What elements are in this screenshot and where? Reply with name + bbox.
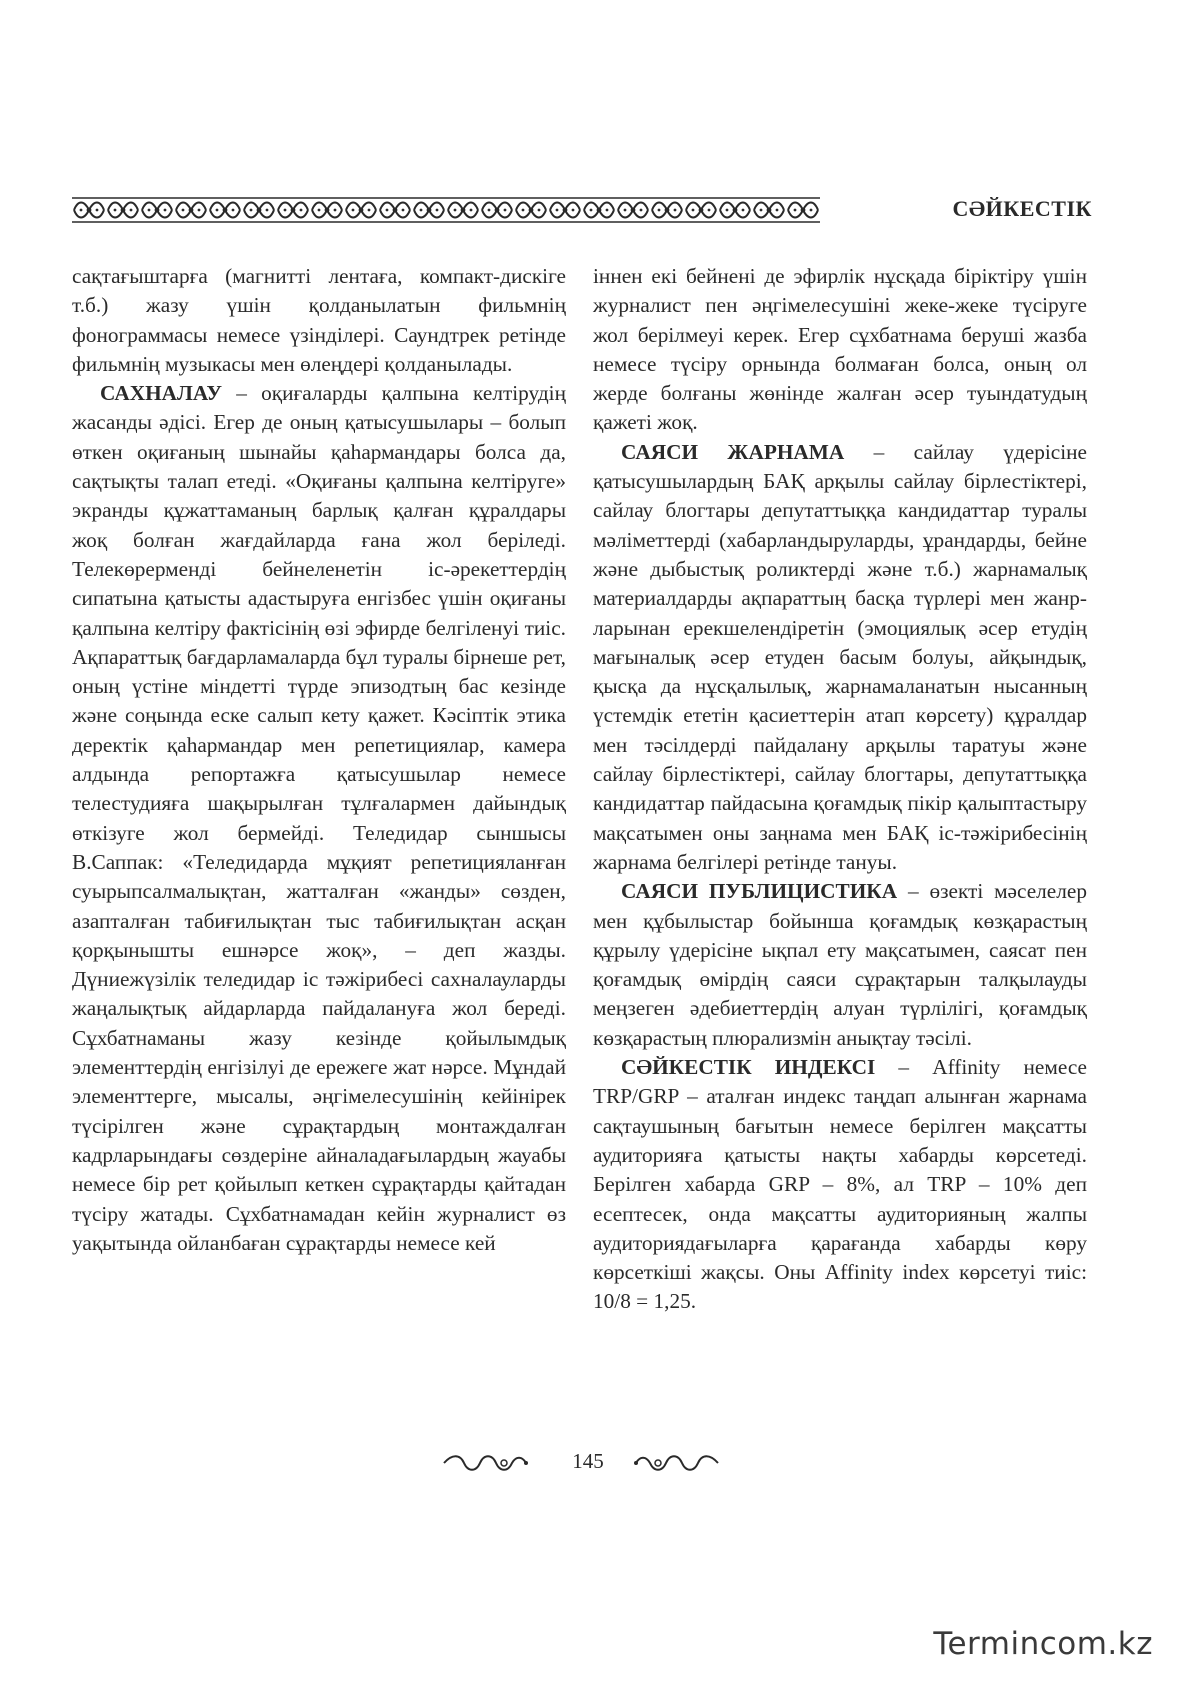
paragraph-text: сақтағыштарға (магнитті лентаға, компакт-дискіге т.б.) жазу үшін қолданылатын фильмнің фонограммасы немесе үзінділері. Саундтрек ретінде фильмнің музыкасы мен өлеңдері қолданылады. xyxy=(72,264,566,376)
paragraph xyxy=(593,877,1087,1053)
ornament-left-icon xyxy=(442,1452,528,1474)
paragraph-text: – Affinity немесе TRP/GRP – аталған индекс таңдап алынған жарнама сақтаушының бағытын немесе берілген мақсатты аудиторияға қатысты нақты хабарды көрсетеді. Берілген хабарда GRP – 8%, ал TRP – 10% деп есептесек, онда мақсатты аудиторияның жалпы аудиториядағыларға қарағанда хабарды көру көрсеткіші жақсы. Оны Affinity index көрсетуі тиіс: 10/8 = 1,25. xyxy=(593,1055,1087,1314)
ornament-right-icon xyxy=(634,1452,720,1474)
paragraph xyxy=(72,262,566,379)
paragraph xyxy=(72,379,566,1258)
ornament-border-icon xyxy=(72,196,820,224)
paragraph xyxy=(593,1053,1087,1317)
term-heading: САХНАЛАУ xyxy=(100,381,223,406)
page-header xyxy=(72,192,1092,230)
term-heading: САЯСИ ЖАРНАМА xyxy=(621,439,845,464)
site-watermark: Termincom.kz xyxy=(933,1626,1153,1662)
paragraph-text: – өзекті мәселелер мен құбылыстар бойынша қоғамдық көзқарастың құрылу үдерісіне ықпал ету мақсатымен, саясат пен қоғамдық өмірдің саяси сұрақтарын талқылауды меңзеген әдебиеттердің алуан түрлілігі, қоғамдық көзқарастың плюрализмін анықтау тәсілі. xyxy=(593,879,1087,1050)
term-heading: СӘЙКЕСТІК ИНДЕКСІ xyxy=(621,1055,876,1080)
paragraph xyxy=(593,262,1087,438)
paragraph-text: – сайлау үдерісіне қатысушылардың БАҚ арқылы сайлау бірлестіктері, сайлау блогтары депутаттыққа кандидаттар туралы мәліметтерді (хабарландыруларды, ұрандарды, бейне және дыбыстық роликтерді және т.б.) жарнамалық материалдарды ақпараттың басқа түрлері мен жанрларынан ерекшелендіретін (эмоциялық әсер етудің мағыналық әсер етуден басым болуы, айқындық, қысқа да нұсқалылық, жарнамаланатын нысанның үстемдік ететін қасиеттерін атап көрсету) құралдар мен тәсілдерді пайдалану арқылы таратуы және сайлау бірлестіктері, сайлау блогтары, депутаттыққа кандидаттар пайдасына қоғамдық пікір қалыптастыру мақсатымен оны заңнама мен БАҚ іс-тәжірибесінің жарнама белгілері ретінде тануы. xyxy=(593,439,1087,874)
term-heading: САЯСИ ПУБЛИЦИСТИКА xyxy=(621,879,898,904)
section-title: СӘЙКЕСТІК xyxy=(952,196,1092,221)
left-column xyxy=(72,262,566,1258)
paragraph-text: – оқиғаларды қалпына келтірудің жасанды әдісі. Егер де оның қатысушылары – болып өткен оқиғаның шынайы қаһармандары болса да, сақтықты талап етеді. «Оқиғаны қалпына келтіруге» экранды құжаттаманың барлық қалған құралдары жоқ болған жағдайларда ғана жол беріледі. Телекөрерменді бейнеленетін іс-әрекеттердің сипатына қатысты адастыруға енгізбес үшін оқиғаны қалпына келтіру фактісінің өзі эфирде белгіленуі тиіс. Ақпараттық бағдарламаларда бұл туралы бірнеше рет, оның үстіне міндетті түрде эпизодтың бас кезінде және соңында еске салып кету қажет. Кәсіптік этика деректік қаһармандар мен репетициялар, камера алдында репортажға қатысушылар немесе телестудияға шақырылған тұлғалармен дайындық өткізуге жол бермейді. Теледидар сыншысы В.Саппак: «Теледидарда мұқият репетицияланған суырыпсалмалықтан, жатталған «жанды» сөзден, азапталған табиғилықтан тыс табиғилықтан асқан қорқынышты ешнәрсе жоқ», – деп жазды. Дүниежүзілік теледидар іс тәжірибесі сахналауларды жаңалықтық айдарларда пайдалануға жол береді. Сұхбатнаманы жазу кезінде қойылымдық элементтердің енгізілуі де ережеге жат нәрсе. Мұндай элементтерге, мысалы, әңгімелесушінің кейінірек түсірілген және сұрақтардың монтаждалған кадрларындағы сөздеріне айналадағылардың жауабы немесе бір рет қойылып кеткен сұрақтарды қайтадан түсіру жатады. Сұхбатнамадан кейін журналист өз уақытында ойланбаған сұрақтарды немесе кей xyxy=(72,381,566,1255)
paragraph xyxy=(593,438,1087,877)
paragraph-text: іннен екі бейнені де эфирлік нұсқада біріктіру үшін журналист пен әңгімелесушіні жеке-жеке түсіруге жол берілмеуі керек. Егер сұхбатнама беруші жазба немесе түсіру орнында болмаған болса, оның ол жерде болғаны жөнінде жалған әсер туындатудың қажеті жоқ. xyxy=(593,264,1087,435)
page-number: 145 xyxy=(572,1449,604,1473)
right-column xyxy=(593,262,1087,1317)
page-footer xyxy=(0,1448,1191,1478)
